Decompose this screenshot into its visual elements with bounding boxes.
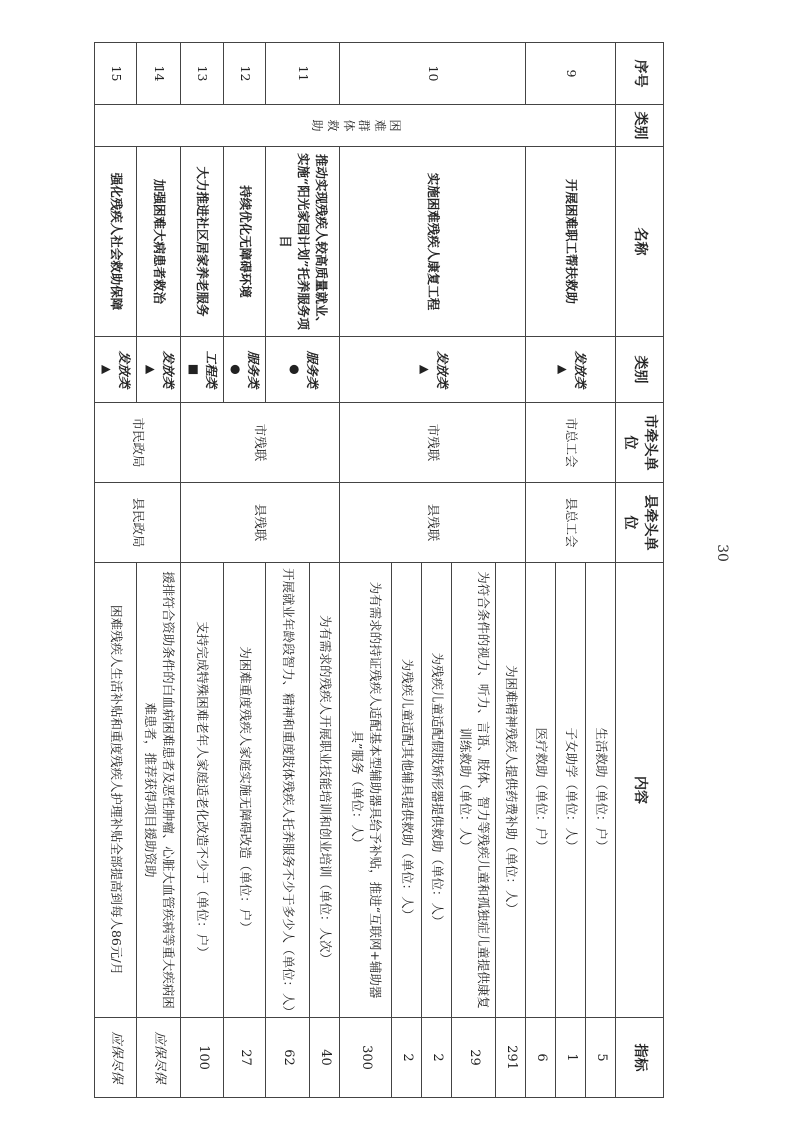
quota-cell: 2 [422, 1018, 452, 1098]
type-cell [340, 337, 526, 403]
triangle-icon: ▲ [143, 364, 158, 375]
header-seq: 序号 [616, 43, 664, 105]
seq-cell: 11 [266, 43, 340, 105]
quota-cell: 应保尽保 [94, 1018, 137, 1098]
project-table [94, 42, 664, 1098]
seq-cell: 10 [340, 43, 526, 105]
table-row [223, 43, 266, 1098]
content-cell: 开展就业年龄段智力、精神和重度肢体残疾人托养服务不少于多少人（单位：人） [266, 563, 310, 1018]
triangle-icon: ▲ [417, 364, 432, 375]
seq-cell: 9 [526, 43, 616, 105]
seq-cell: 13 [181, 43, 224, 105]
content-cell: 困难残疾人生活补贴和重度残疾人护理补贴全部提高到每人86元/月 [94, 563, 137, 1018]
type-cell [223, 337, 266, 403]
name-cell: 持续优化无障碍环境 [223, 147, 266, 337]
city-unit-cell: 市残联 [181, 403, 340, 483]
content-cell: 生活救助（单位：户） [586, 563, 616, 1018]
type-label: 发放类 [572, 350, 588, 389]
county-unit-cell: 县残联 [340, 483, 526, 563]
quota-cell: 62 [266, 1018, 310, 1098]
name-cell: 开展困难职工帮扶救助 [526, 147, 616, 337]
city-unit-cell: 市民政局 [94, 403, 181, 483]
quota-cell: 291 [496, 1018, 526, 1098]
city-unit-cell: 市残联 [340, 403, 526, 483]
header-county-unit: 县牵头单位 [616, 483, 664, 563]
content-cell: 支持完成特殊困难老年人家庭适老化改造不少于（单位：户） [181, 563, 224, 1018]
type-label: 发放类 [434, 350, 450, 389]
content-cell: 为符合条件的视力、听力、言语、肢体、智力等残疾儿童和孤独症儿童提供康复训练救助（单位：人） [452, 563, 496, 1018]
rotated-table-content [100, 42, 664, 1097]
table-row [496, 43, 526, 1098]
name-cell: 推动实现残疾人较高质量就业、实施“阳光家园计划”托养服务项目 [266, 147, 340, 337]
content-cell: 医疗救助（单位：户） [526, 563, 556, 1018]
rotated-table-frame [100, 42, 664, 1097]
name-cell: 实施困难残疾人康复工程 [340, 147, 526, 337]
quota-cell: 5 [586, 1018, 616, 1098]
seq-cell: 14 [137, 43, 181, 105]
content-cell: 为困难精神残疾人提供药费补助（单位：人） [496, 563, 526, 1018]
content-cell: 为残疾儿童适配假肢矫形器提供救助（单位：人） [422, 563, 452, 1018]
county-unit-cell: 县民政局 [94, 483, 181, 563]
header-content: 内容 [616, 563, 664, 1018]
header-city-unit: 市牵头单位 [616, 403, 664, 483]
header-name: 名称 [616, 147, 664, 337]
table-row [137, 43, 181, 1098]
circle-icon: ● [229, 364, 244, 375]
group-label: 困难群体救助 [310, 119, 403, 132]
quota-cell: 40 [310, 1018, 340, 1098]
type-label: 服务类 [304, 350, 320, 389]
quota-cell: 27 [223, 1018, 266, 1098]
type-label: 服务类 [246, 350, 262, 389]
name-cell: 大力推进社区居家养老服务 [181, 147, 224, 337]
type-cell [181, 337, 224, 403]
table-row [94, 43, 137, 1098]
header-quota: 指标 [616, 1018, 664, 1098]
page-number: 30 [713, 544, 730, 562]
quota-cell: 2 [392, 1018, 422, 1098]
content-cell: 为有需求的持证残疾人适配基本型辅助器具给予补贴，推进“互联网+辅助器具”服务（单位：人） [340, 563, 392, 1018]
square-icon: ■ [186, 363, 201, 376]
type-label: 工程类 [203, 350, 219, 389]
type-label: 发放类 [160, 350, 176, 389]
content-cell: 为残疾儿童适配其他辅具提供救助（单位：人） [392, 563, 422, 1018]
quota-cell: 6 [526, 1018, 556, 1098]
content-cell: 援排符合资助条件的白血病困难患者及恶性肿瘤、心脏大血管疾病等重大疾病困难患者，推荐获得项目援助资助 [137, 563, 181, 1018]
county-unit-cell: 县残联 [181, 483, 340, 563]
circle-icon: ● [287, 364, 302, 375]
name-cell: 强化残疾人社会救助保障 [94, 147, 137, 337]
city-unit-cell: 市总工会 [526, 403, 616, 483]
table-row [181, 43, 224, 1098]
seq-cell: 12 [223, 43, 266, 105]
content-cell: 子女助学（单位：人） [556, 563, 586, 1018]
seq-cell: 15 [94, 43, 137, 105]
triangle-icon: ▲ [100, 364, 115, 375]
content-cell: 为困难重度残疾人家庭实施无障碍改造（单位：户） [223, 563, 266, 1018]
content-cell: 为有需求的残疾人开展职业技能培训和创业培训（单位：人次） [310, 563, 340, 1018]
quota-cell: 300 [340, 1018, 392, 1098]
type-label: 发放类 [117, 350, 133, 389]
header-row [616, 43, 664, 1098]
header-group: 类别 [616, 105, 664, 147]
table-row [310, 43, 340, 1098]
group-label-cell [94, 105, 616, 147]
quota-cell: 应保尽保 [137, 1018, 181, 1098]
name-cell: 加强困难大病患者救治 [137, 147, 181, 337]
triangle-icon: ▲ [555, 364, 570, 375]
quota-cell: 1 [556, 1018, 586, 1098]
type-cell [137, 337, 181, 403]
type-cell [94, 337, 137, 403]
table-row [586, 43, 616, 1098]
type-cell [266, 337, 340, 403]
quota-cell: 100 [181, 1018, 224, 1098]
header-type: 类别 [616, 337, 664, 403]
quota-cell: 29 [452, 1018, 496, 1098]
type-cell [526, 337, 616, 403]
county-unit-cell: 县总工会 [526, 483, 616, 563]
